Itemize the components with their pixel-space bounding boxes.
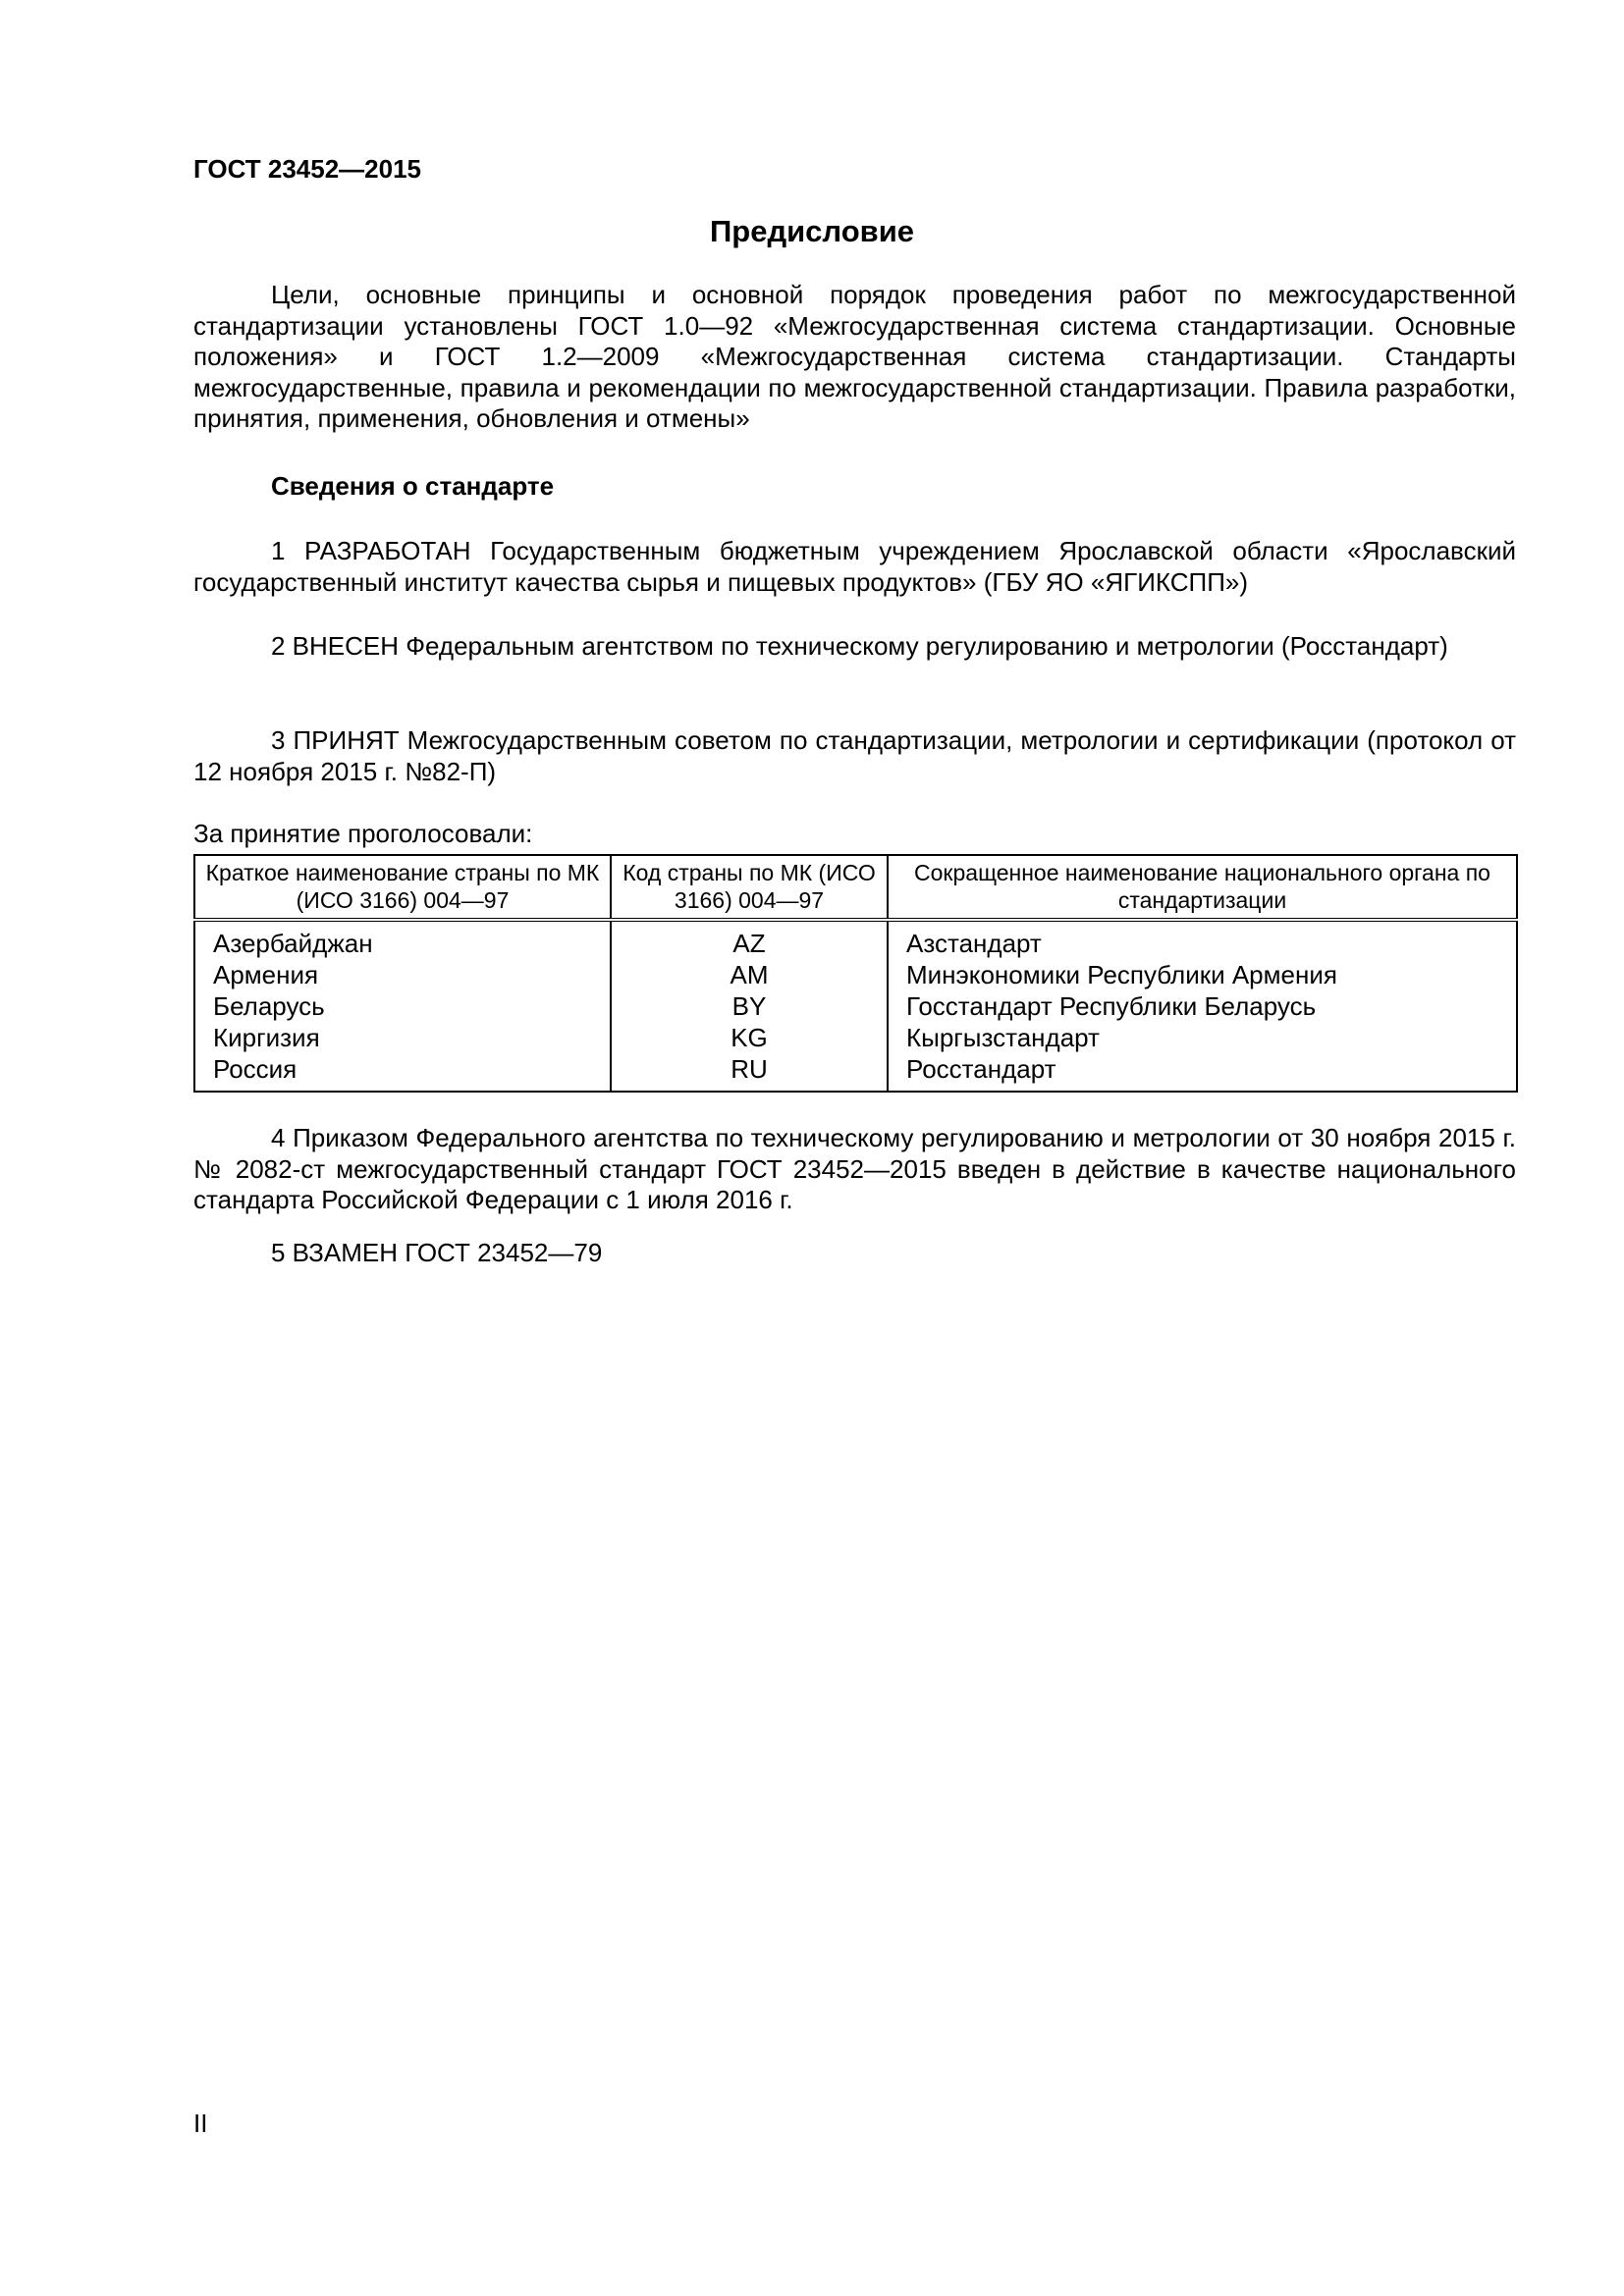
table-row — [194, 920, 1517, 959]
column-header-body: Сокращенное наименование национального органа по стандартизации — [888, 855, 1517, 920]
table-row — [194, 1053, 1517, 1092]
country-cell: Беларусь — [194, 990, 611, 1022]
standard-info-heading: Сведения о стандарте — [271, 471, 555, 501]
item-adopted: 3 ПРИНЯТ Межгосударственным советом по стандартизации, метрологии и сертификации (протокол от 12 ноября 2015 г. №82-П) — [193, 725, 1516, 786]
item-submitted: 2 ВНЕСЕН Федеральным агентством по техническому регулированию и метрологии (Росстандарт) — [271, 631, 1448, 661]
country-cell: Азербайджан — [194, 920, 611, 959]
item-replaces: 5 ВЗАМЕН ГОСТ 23452—79 — [271, 1238, 603, 1267]
body-cell: Росстандарт — [888, 1053, 1517, 1092]
table-row — [194, 1022, 1517, 1053]
body-cell: Госстандарт Республики Беларусь — [888, 990, 1517, 1022]
code-cell: RU — [611, 1053, 888, 1092]
standard-header: ГОСТ 23452—2015 — [193, 154, 421, 184]
voting-countries-table — [193, 854, 1518, 1093]
foreword-title: Предисловие — [709, 214, 914, 248]
intro-paragraph: Цели, основные принципы и основной порядок проведения работ по межгосударственной стандартизации установлены ГОСТ 1.0—92 «Межгосударственная система стандартизации. Основные положения» и ГОСТ 1.2—2009 «Межгосударственная система стандартизации. Стандарты межгосударственные, правила и рекомендации по межгосударственной стандартизации. Правила разработки, принятия, применения, обновления и отмены» — [193, 280, 1516, 433]
body-cell: Минэкономики Республики Армения — [888, 959, 1517, 990]
country-cell: Киргизия — [194, 1022, 611, 1053]
page-number: II — [193, 2109, 208, 2138]
item-developed: 1 РАЗРАБОТАН Государственным бюджетным учреждением Ярославской области «Ярославский государственный институт качества сырья и пищевых продуктов» (ГБУ ЯО «ЯГИКСПП») — [193, 536, 1516, 597]
code-cell: BY — [611, 990, 888, 1022]
country-cell: Армения — [194, 959, 611, 990]
column-header-country: Краткое наименование страны по МК (ИСО 3166) 004—97 — [194, 855, 611, 920]
code-cell: AZ — [611, 920, 888, 959]
table-row — [194, 990, 1517, 1022]
body-cell: Азстандарт — [888, 920, 1517, 959]
code-cell: AM — [611, 959, 888, 990]
code-cell: KG — [611, 1022, 888, 1053]
voted-label: За принятие проголосовали: — [193, 819, 533, 848]
column-header-code: Код страны по МК (ИСО 3166) 004—97 — [611, 855, 888, 920]
item-enacted: 4 Приказом Федерального агентства по техническому регулированию и метрологии от 30 ноября 2015 г. № 2082-ст межгосударственный стандарт ГОСТ 23452—2015 введен в действие в качестве национального стандарта Российской Федерации с 1 июля 2016 г. — [193, 1123, 1516, 1214]
table-header-row — [194, 855, 1517, 920]
table-row — [194, 959, 1517, 990]
body-cell: Кыргызстандарт — [888, 1022, 1517, 1053]
country-cell: Россия — [194, 1053, 611, 1092]
